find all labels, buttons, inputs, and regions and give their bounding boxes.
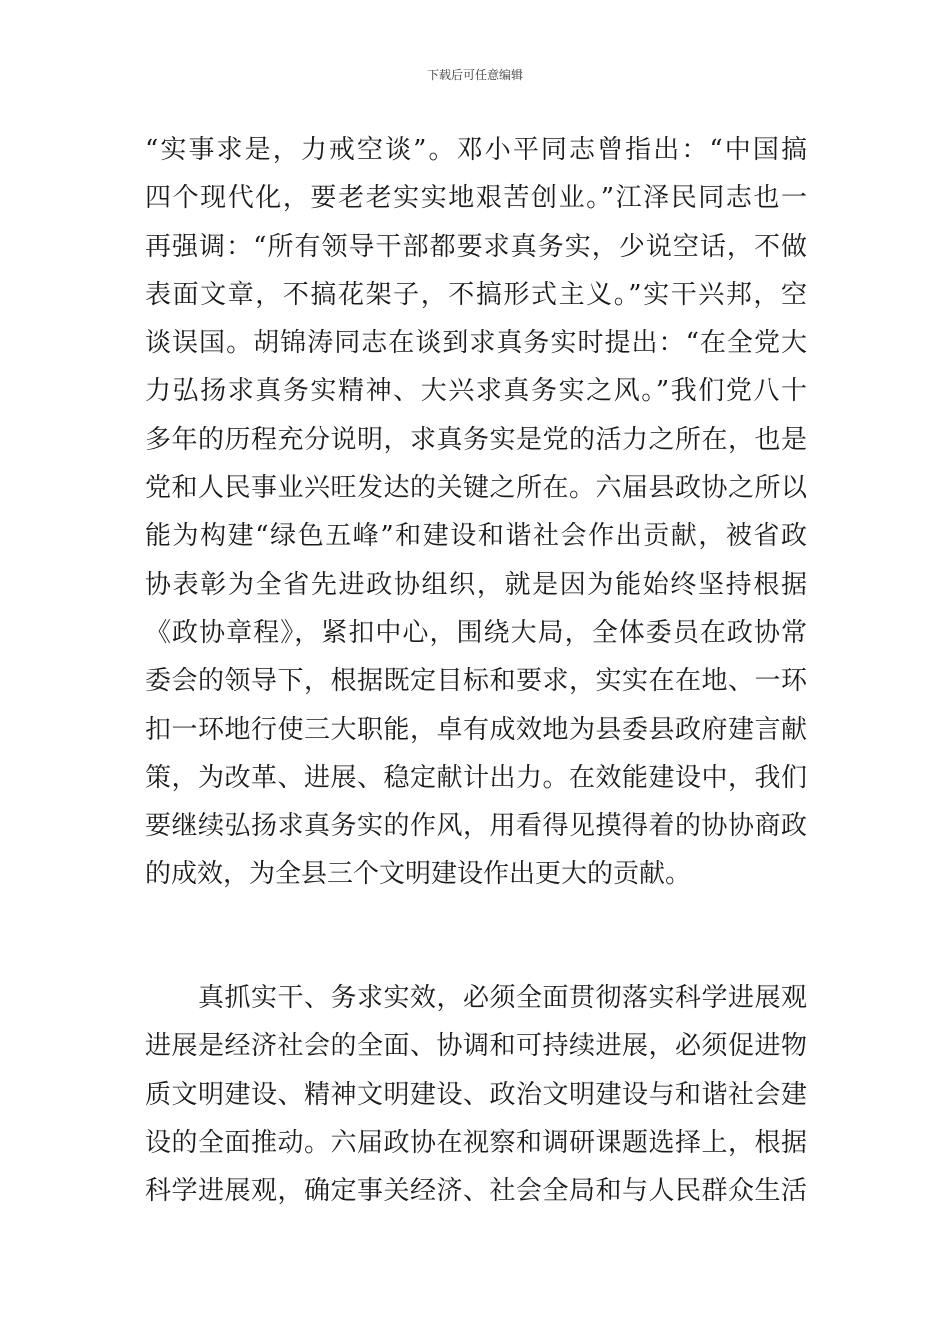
body-paragraph-2 bbox=[145, 974, 807, 1215]
text-line: 党和人民事业兴旺发达的关键之所在。六届县政协之所以 bbox=[145, 473, 807, 504]
text-line: 再强调：“所有领导干部都要求真务实，少说空话，不做 bbox=[145, 231, 807, 262]
text-line: 进展是经济社会的全面、协调和可持续进展，必须促进物 bbox=[145, 1031, 807, 1062]
text-line: 力弘扬求真务实精神、大兴求真务实之风。”我们党八十 bbox=[145, 376, 807, 407]
text-line: 策，为改革、进展、稳定献计出力。在效能建设中，我们 bbox=[145, 762, 807, 793]
text-line: 能为构建“绿色五峰”和建设和谐社会作出贡献，被省政 bbox=[145, 521, 807, 552]
text-line: 多年的历程充分说明，求真务实是党的活力之所在，也是 bbox=[145, 424, 807, 455]
text-line: 设的全面推动。六届政协在视察和调研课题选择上，根据 bbox=[145, 1127, 807, 1158]
text-line: 四个现代化，要老老实实地艰苦创业。”江泽民同志也一 bbox=[145, 183, 807, 214]
text-line: 谈误国。胡锦涛同志在谈到求真务实时提出：“在全党大 bbox=[145, 328, 807, 359]
body-paragraph-1 bbox=[145, 126, 807, 899]
text-line: 要继续弘扬求真务实的作风，用看得见摸得着的协协商政 bbox=[145, 811, 807, 842]
text-line: 科学进展观，确定事关经济、社会全局和与人民群众生活 bbox=[145, 1176, 807, 1207]
text-line: 扣一环地行使三大职能，卓有成效地为县委县政府建言献 bbox=[145, 714, 807, 745]
text-line: 的成效，为全县三个文明建设作出更大的贡献。 bbox=[145, 859, 692, 890]
text-line: 委会的领导下，根据既定目标和要求，实实在在地、一环 bbox=[145, 666, 807, 697]
text-line: “实事求是，力戒空谈”。邓小平同志曾指出：“中国搞 bbox=[145, 135, 807, 165]
page-header-note: 下载后可任意编辑 bbox=[426, 68, 523, 82]
text-line: 协表彰为全省先进政协组织，就是因为能始终坚持根据 bbox=[145, 569, 807, 600]
text-line: 《政协章程》，紧扣中心，围绕大局，全体委员在政协常 bbox=[145, 617, 807, 648]
text-line: 真抓实干、务求实效，必须全面贯彻落实科学进展观 bbox=[145, 983, 807, 1013]
text-line: 表面文章，不搞花架子，不搞形式主义。”实干兴邦，空 bbox=[145, 279, 807, 310]
text-line: 质文明建设、精神文明建设、政治文明建设与和谐社会建 bbox=[145, 1079, 807, 1110]
